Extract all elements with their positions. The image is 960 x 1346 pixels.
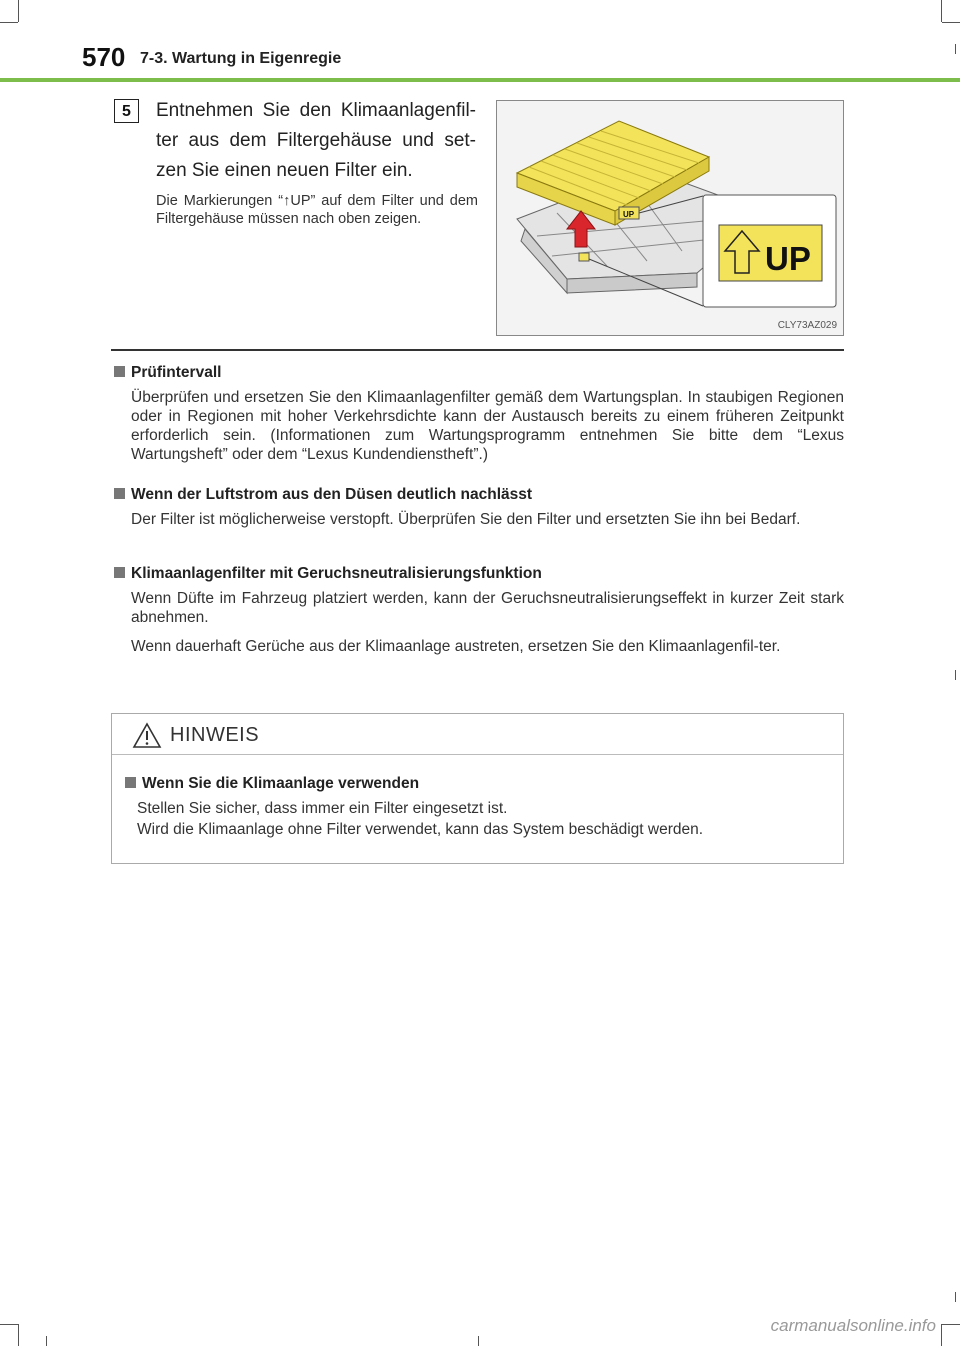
crop-mark	[941, 0, 942, 22]
crop-mark	[955, 44, 956, 54]
info-heading: Klimaanlagenfilter mit Geruchsneutralisierungsfunktion	[114, 565, 844, 583]
notice-line: Wird die Klimaanlage ohne Filter verwendet, kann das System beschädigt werden.	[137, 821, 704, 838]
filter-small-up-label: UP	[623, 210, 635, 219]
crop-mark	[942, 1324, 960, 1325]
square-bullet-icon	[125, 777, 136, 788]
info-paragraph: Überprüfen und ersetzen Sie den Klimaanlagenfilter gemäß dem Wartungsplan. In staubigen Regionen oder in Regionen mit hoher Verkehrsdichte kann der Austausch bereits zu einem früheren Zeitpunkt erforderlich sein. (Informationen zum Wartungsprogramm entnehmen Sie bitte dem “Lexus Wartungsheft” oder dem “Lexus Kundendienstheft”.)	[131, 389, 844, 463]
notice-header	[112, 714, 843, 755]
notice-heading: Wenn Sie die Klimaanlage verwenden	[125, 775, 419, 793]
up-label: UP	[765, 240, 811, 277]
info-section-inspection-interval	[114, 364, 844, 464]
info-section-airflow	[114, 486, 844, 529]
crop-mark	[0, 1324, 18, 1325]
crop-mark	[941, 1324, 942, 1346]
page-number: 570	[82, 42, 126, 72]
warning-triangle-icon	[132, 722, 162, 749]
crop-mark	[955, 1292, 956, 1302]
step-note: Die Markierungen “↑UP” auf dem Filter und dem Filtergehäuse müssen nach oben zeigen.	[156, 193, 478, 227]
square-bullet-icon	[114, 567, 125, 578]
section-rule	[111, 349, 844, 351]
step-instruction: Entnehmen Sie den Klimaanlagenfil-ter aus dem Filtergehäuse und set-zen Sie einen neuen Filter ein.	[156, 100, 476, 181]
crop-mark	[478, 1336, 479, 1346]
crop-mark	[955, 670, 956, 680]
figure-code: CLY73AZ029	[777, 320, 837, 331]
step-number-badge: 5	[114, 99, 139, 123]
filter-drawing	[497, 101, 843, 335]
info-section-odor-filter	[114, 565, 844, 656]
info-paragraph: Wenn dauerhaft Gerüche aus der Klimaanlage austreten, ersetzen Sie den Klimaanlagenfil-ter.	[131, 638, 781, 655]
housing-up-mark	[579, 253, 589, 261]
info-paragraph: Der Filter ist möglicherweise verstopft. Überprüfen Sie den Filter und ersetzten Sie ihn bei Bedarf.	[131, 511, 801, 528]
notice-box	[111, 713, 844, 864]
crop-mark	[46, 1336, 47, 1346]
watermark: carmanualsonline.info	[770, 1316, 936, 1335]
square-bullet-icon	[114, 366, 125, 377]
info-paragraph: Wenn Düfte im Fahrzeug platziert werden, kann der Geruchsneutralisierungseffekt in kurzer Zeit stark abnehmen.	[131, 590, 844, 626]
info-heading: Wenn der Luftstrom aus den Düsen deutlich nachlässt	[114, 486, 844, 504]
crop-mark	[18, 1324, 19, 1346]
notice-line: Stellen Sie sicher, dass immer ein Filter eingesetzt ist.	[137, 800, 508, 817]
crop-mark	[0, 22, 18, 23]
square-bullet-icon	[114, 488, 125, 499]
filter-illustration	[496, 100, 844, 336]
info-heading: Prüfintervall	[114, 364, 844, 382]
header-rule	[0, 78, 960, 82]
crop-mark	[942, 22, 960, 23]
crop-mark	[18, 0, 19, 22]
chapter-title: 7-3. Wartung in Eigenregie	[140, 50, 342, 67]
notice-title: HINWEIS	[170, 724, 260, 746]
